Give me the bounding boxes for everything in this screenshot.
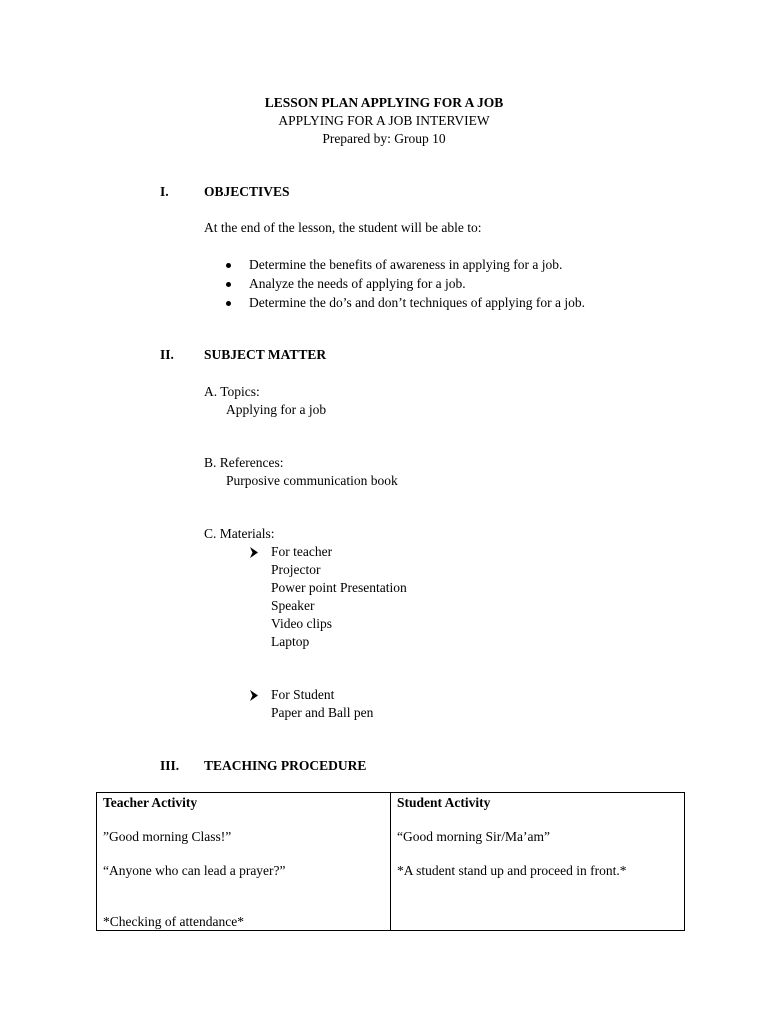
arrow-bullet-icon: [249, 690, 259, 701]
objective-item: Determine the do’s and don’t techniques of applying for a job.: [249, 295, 586, 310]
topics-value: Applying for a job: [226, 402, 327, 417]
material-item: Laptop: [271, 634, 310, 649]
material-item: Projector: [271, 562, 321, 577]
teacher-activity-line: ”Good morning Class!”: [103, 829, 232, 844]
objective-item: Determine the benefits of awareness in applying for a job.: [249, 257, 563, 272]
teacher-activity-header: Teacher Activity: [103, 795, 198, 810]
material-item: Power point Presentation: [271, 580, 407, 595]
section-numeral-subject-matter: II.: [160, 347, 174, 362]
materials-teacher-label: For teacher: [271, 544, 333, 559]
objectives-intro: At the end of the lesson, the student will be able to:: [204, 220, 482, 235]
section-numeral-teaching-procedure: III.: [160, 758, 180, 773]
material-item: Speaker: [271, 598, 315, 613]
section-heading-objectives: OBJECTIVES: [204, 184, 290, 199]
teacher-activity-line: *Checking of attendance*: [103, 914, 244, 929]
document-title: LESSON PLAN APPLYING FOR A JOB: [264, 95, 504, 110]
section-numeral-objectives: I.: [160, 184, 169, 199]
material-item: Paper and Ball pen: [271, 705, 374, 720]
document-subtitle: APPLYING FOR A JOB INTERVIEW: [278, 113, 490, 128]
teacher-activity-line: “Anyone who can lead a prayer?”: [103, 863, 286, 878]
references-value: Purposive communication book: [226, 473, 398, 488]
topics-label: A. Topics:: [204, 384, 260, 399]
arrow-bullet-icon: [249, 547, 259, 558]
student-activity-cell: [391, 793, 685, 931]
materials-student-label: For Student: [271, 687, 335, 702]
student-activity-line: *A student stand up and proceed in front.*: [397, 863, 627, 878]
bullet-icon: [226, 275, 231, 293]
material-item: Video clips: [271, 616, 333, 631]
section-heading-teaching-procedure: TEACHING PROCEDURE: [204, 758, 367, 773]
prepared-by: Prepared by: Group 10: [322, 131, 446, 146]
procedure-table: [96, 792, 685, 931]
teacher-activity-cell: [97, 793, 391, 931]
references-label: B. References:: [204, 455, 284, 470]
student-activity-header: Student Activity: [397, 795, 491, 810]
bullet-icon: [226, 294, 231, 312]
section-heading-subject-matter: SUBJECT MATTER: [204, 347, 327, 362]
bullet-icon: [226, 256, 231, 274]
objective-item: Analyze the needs of applying for a job.: [249, 276, 466, 291]
materials-label: C. Materials:: [204, 526, 275, 541]
student-activity-line: “Good morning Sir/Ma’am”: [397, 829, 550, 844]
